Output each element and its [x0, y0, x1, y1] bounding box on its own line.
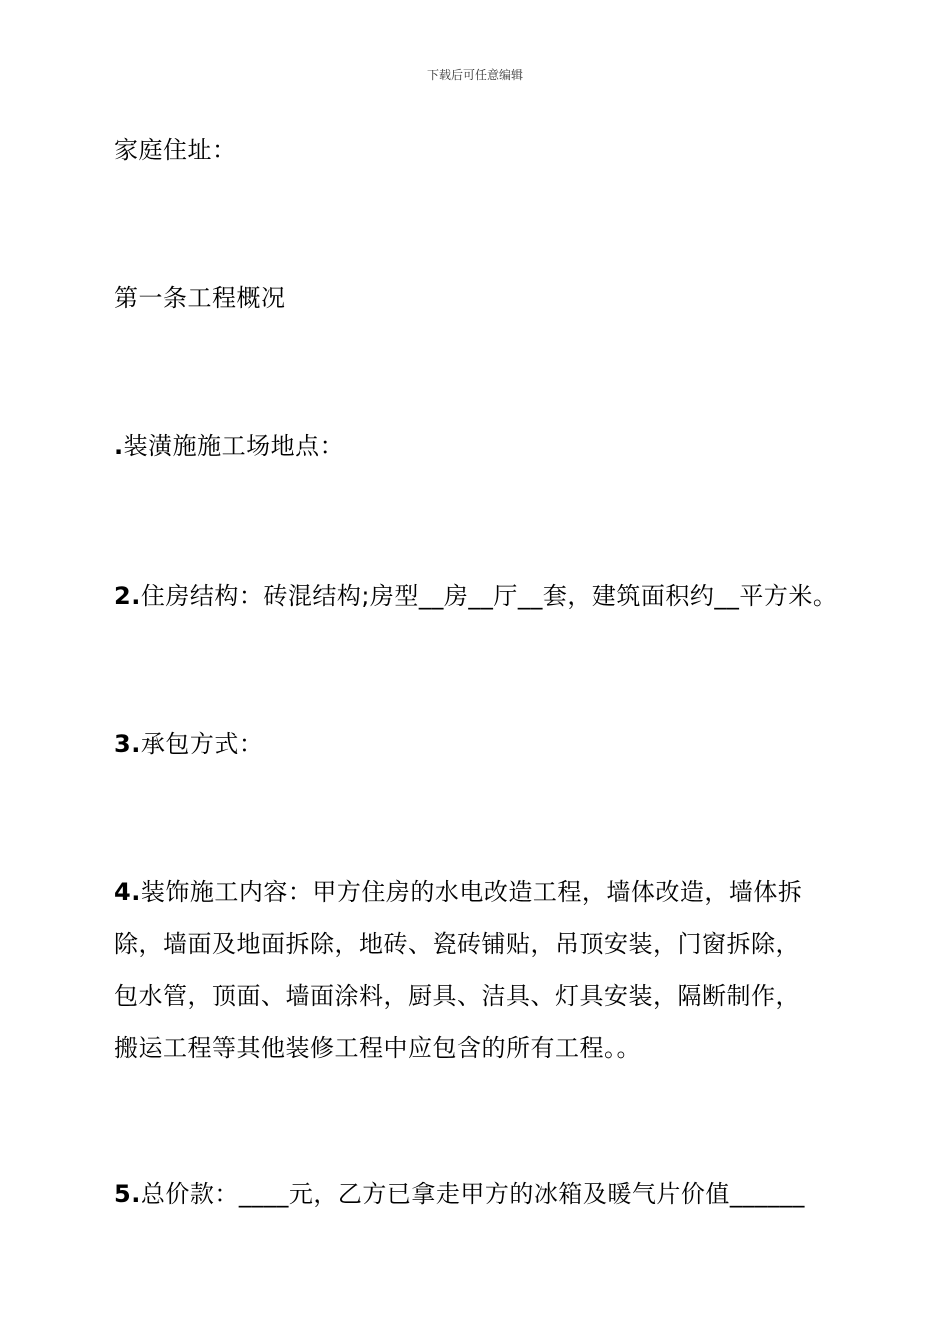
item-4-line-2: 除，墙面及地面拆除，地砖、瓷砖铺贴，吊顶安装，门窗拆除， [114, 930, 800, 958]
item-5-total-price [114, 1168, 844, 1220]
item-4-number: 4. [114, 878, 141, 906]
page-header-note: 下载后可任意编辑 [426, 68, 523, 82]
item-1-number: . [114, 432, 124, 460]
home-address-label: 家庭住址： [114, 136, 237, 164]
item-4-line-1 [114, 866, 844, 918]
item-3-contract-method [114, 718, 844, 770]
item-3-text: 承包方式： [140, 730, 264, 758]
item-5-text: 总价款：____元，乙方已拿走甲方的冰箱及暖气片价值______ [140, 1180, 805, 1208]
item-4-line-1-text: 装饰施工内容：甲方住房的水电改造工程，墙体改造，墙体拆 [140, 878, 803, 906]
article-one-heading: 第一条工程概况 [114, 284, 286, 312]
item-3-number: 3. [114, 730, 141, 758]
item-5-number: 5. [114, 1180, 141, 1208]
item-4-line-4: 搬运工程等其他装修工程中应包含的所有工程。。 [114, 1034, 641, 1062]
item-1-text: 装潢施施工场地点： [123, 432, 345, 460]
item-2-text: 住房结构：砖混结构;房型__房__厅__套，建筑面积约__平方米。 [140, 582, 838, 610]
item-2-housing-structure [114, 570, 844, 622]
item-2-number: 2. [114, 582, 141, 610]
item-4-line-3: 包水管，顶面、墙面涂料，厨具、洁具、灯具安装，隔断制作， [114, 982, 800, 1010]
item-4-construction-content [114, 866, 844, 1074]
item-1-construction-site [114, 420, 844, 472]
